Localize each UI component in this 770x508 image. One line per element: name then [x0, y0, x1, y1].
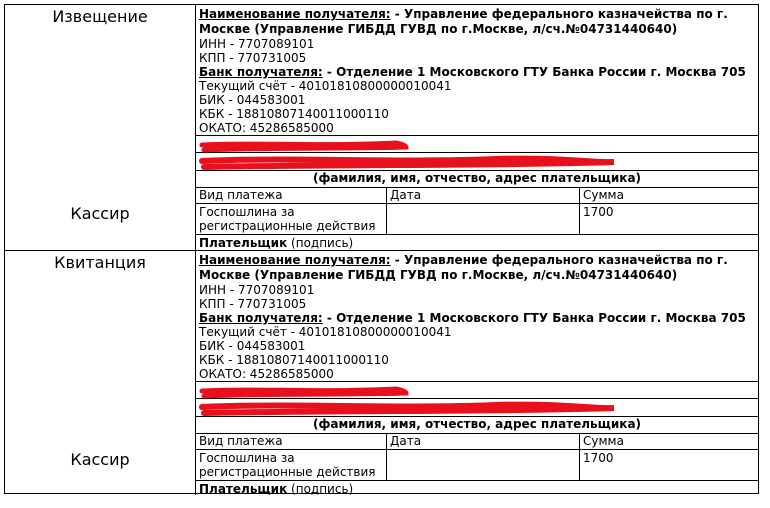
recipient-line: [199, 253, 728, 268]
type-value-1: Госпошлина за: [199, 205, 295, 219]
values-row: [196, 203, 758, 204]
payer-label: Плательщик: [199, 236, 288, 250]
bank-label: Банк получателя:: [199, 65, 323, 79]
okato-line: ОКАТО: 45286585000: [199, 121, 334, 135]
grid-vline: [579, 187, 580, 234]
bik-line: БИК - 044583001: [199, 93, 306, 107]
signature-label: (подпись): [291, 482, 354, 496]
signature-row: [196, 234, 758, 235]
type-value-1: Госпошлина за: [199, 451, 295, 465]
receipt-left-column: [5, 251, 196, 495]
payer-caption: (фамилия, имя, отчество, адрес плательщика): [312, 417, 642, 431]
kpp-line: КПП - 770731005: [199, 51, 307, 65]
grid-vline: [386, 433, 387, 480]
grid-vline: [579, 433, 580, 480]
col-date-header: Дата: [390, 434, 422, 448]
bank-value: - Отделение 1 Московского ГТУ Банка России г. Москва 705: [322, 311, 746, 325]
inn-line: ИНН - 7707089101: [199, 37, 315, 51]
recipient-label: Наименование получателя:: [199, 253, 391, 267]
account-line: Текущий счёт - 40101810800000010041: [199, 325, 452, 339]
payer-label: Плательщик: [199, 482, 288, 496]
grid-vline: [386, 187, 387, 234]
col-sum-header: Сумма: [583, 188, 624, 202]
col-sum-header: Сумма: [583, 434, 624, 448]
type-value-2: регистрационные действия: [199, 465, 376, 479]
values-row: [196, 449, 758, 450]
notice-left-column: [5, 5, 196, 250]
inn-line: ИНН - 7707089101: [199, 283, 315, 297]
sum-value: 1700: [583, 205, 614, 219]
recipient-value-2: Москве (Управление ГИБДД ГУВД по г.Москве, л/сч.№04731440640): [199, 268, 678, 282]
signature-row: [196, 480, 758, 481]
type-value-2: регистрационные действия: [199, 219, 376, 233]
kpp-line: КПП - 770731005: [199, 297, 307, 311]
notice-section: [5, 5, 758, 250]
recipient-value: - Управление федерального казначейства по г.: [390, 253, 728, 267]
kbk-line: КБК - 18810807140011000110: [199, 353, 389, 367]
sum-value: 1700: [583, 451, 614, 465]
receipt-section: [5, 251, 758, 495]
col-type-header: Вид платежа: [199, 434, 283, 448]
recipient-line: [199, 7, 728, 22]
recipient-value-2: Москве (Управление ГИБДД ГУВД по г.Москве, л/сч.№04731440640): [199, 22, 678, 36]
okato-line: ОКАТО: 45286585000: [199, 367, 334, 381]
kbk-line: КБК - 18810807140011000110: [199, 107, 389, 121]
recipient-value: - Управление федерального казначейства по г.: [390, 7, 728, 21]
recipient-value-line2: [199, 268, 677, 283]
bik-line: БИК - 044583001: [199, 339, 306, 353]
payment-form: [4, 4, 759, 494]
notice-right-column: [196, 5, 758, 250]
bank-label: Банк получателя:: [199, 311, 323, 325]
col-date-header: Дата: [390, 188, 422, 202]
bank-line: [199, 311, 746, 326]
recipient-label: Наименование получателя:: [199, 7, 391, 21]
payer-caption: (фамилия, имя, отчество, адрес плательщика): [312, 171, 642, 185]
receipt-right-column: [196, 251, 758, 495]
bank-value: - Отделение 1 Московского ГТУ Банка России г. Москва 705: [322, 65, 746, 79]
receipt-title: Квитанция: [54, 253, 146, 272]
notice-title: Извещение: [52, 7, 148, 26]
payer-signature-line: [196, 236, 496, 250]
receipt-cashier-label: Кассир: [70, 450, 130, 469]
bank-line: [199, 65, 746, 80]
account-line: Текущий счёт - 40101810800000010041: [199, 79, 452, 93]
recipient-value-line2: [199, 22, 677, 37]
signature-label: (подпись): [291, 236, 354, 250]
payer-signature-line: [196, 482, 496, 496]
col-type-header: Вид платежа: [199, 188, 283, 202]
notice-cashier-label: Кассир: [70, 204, 130, 223]
